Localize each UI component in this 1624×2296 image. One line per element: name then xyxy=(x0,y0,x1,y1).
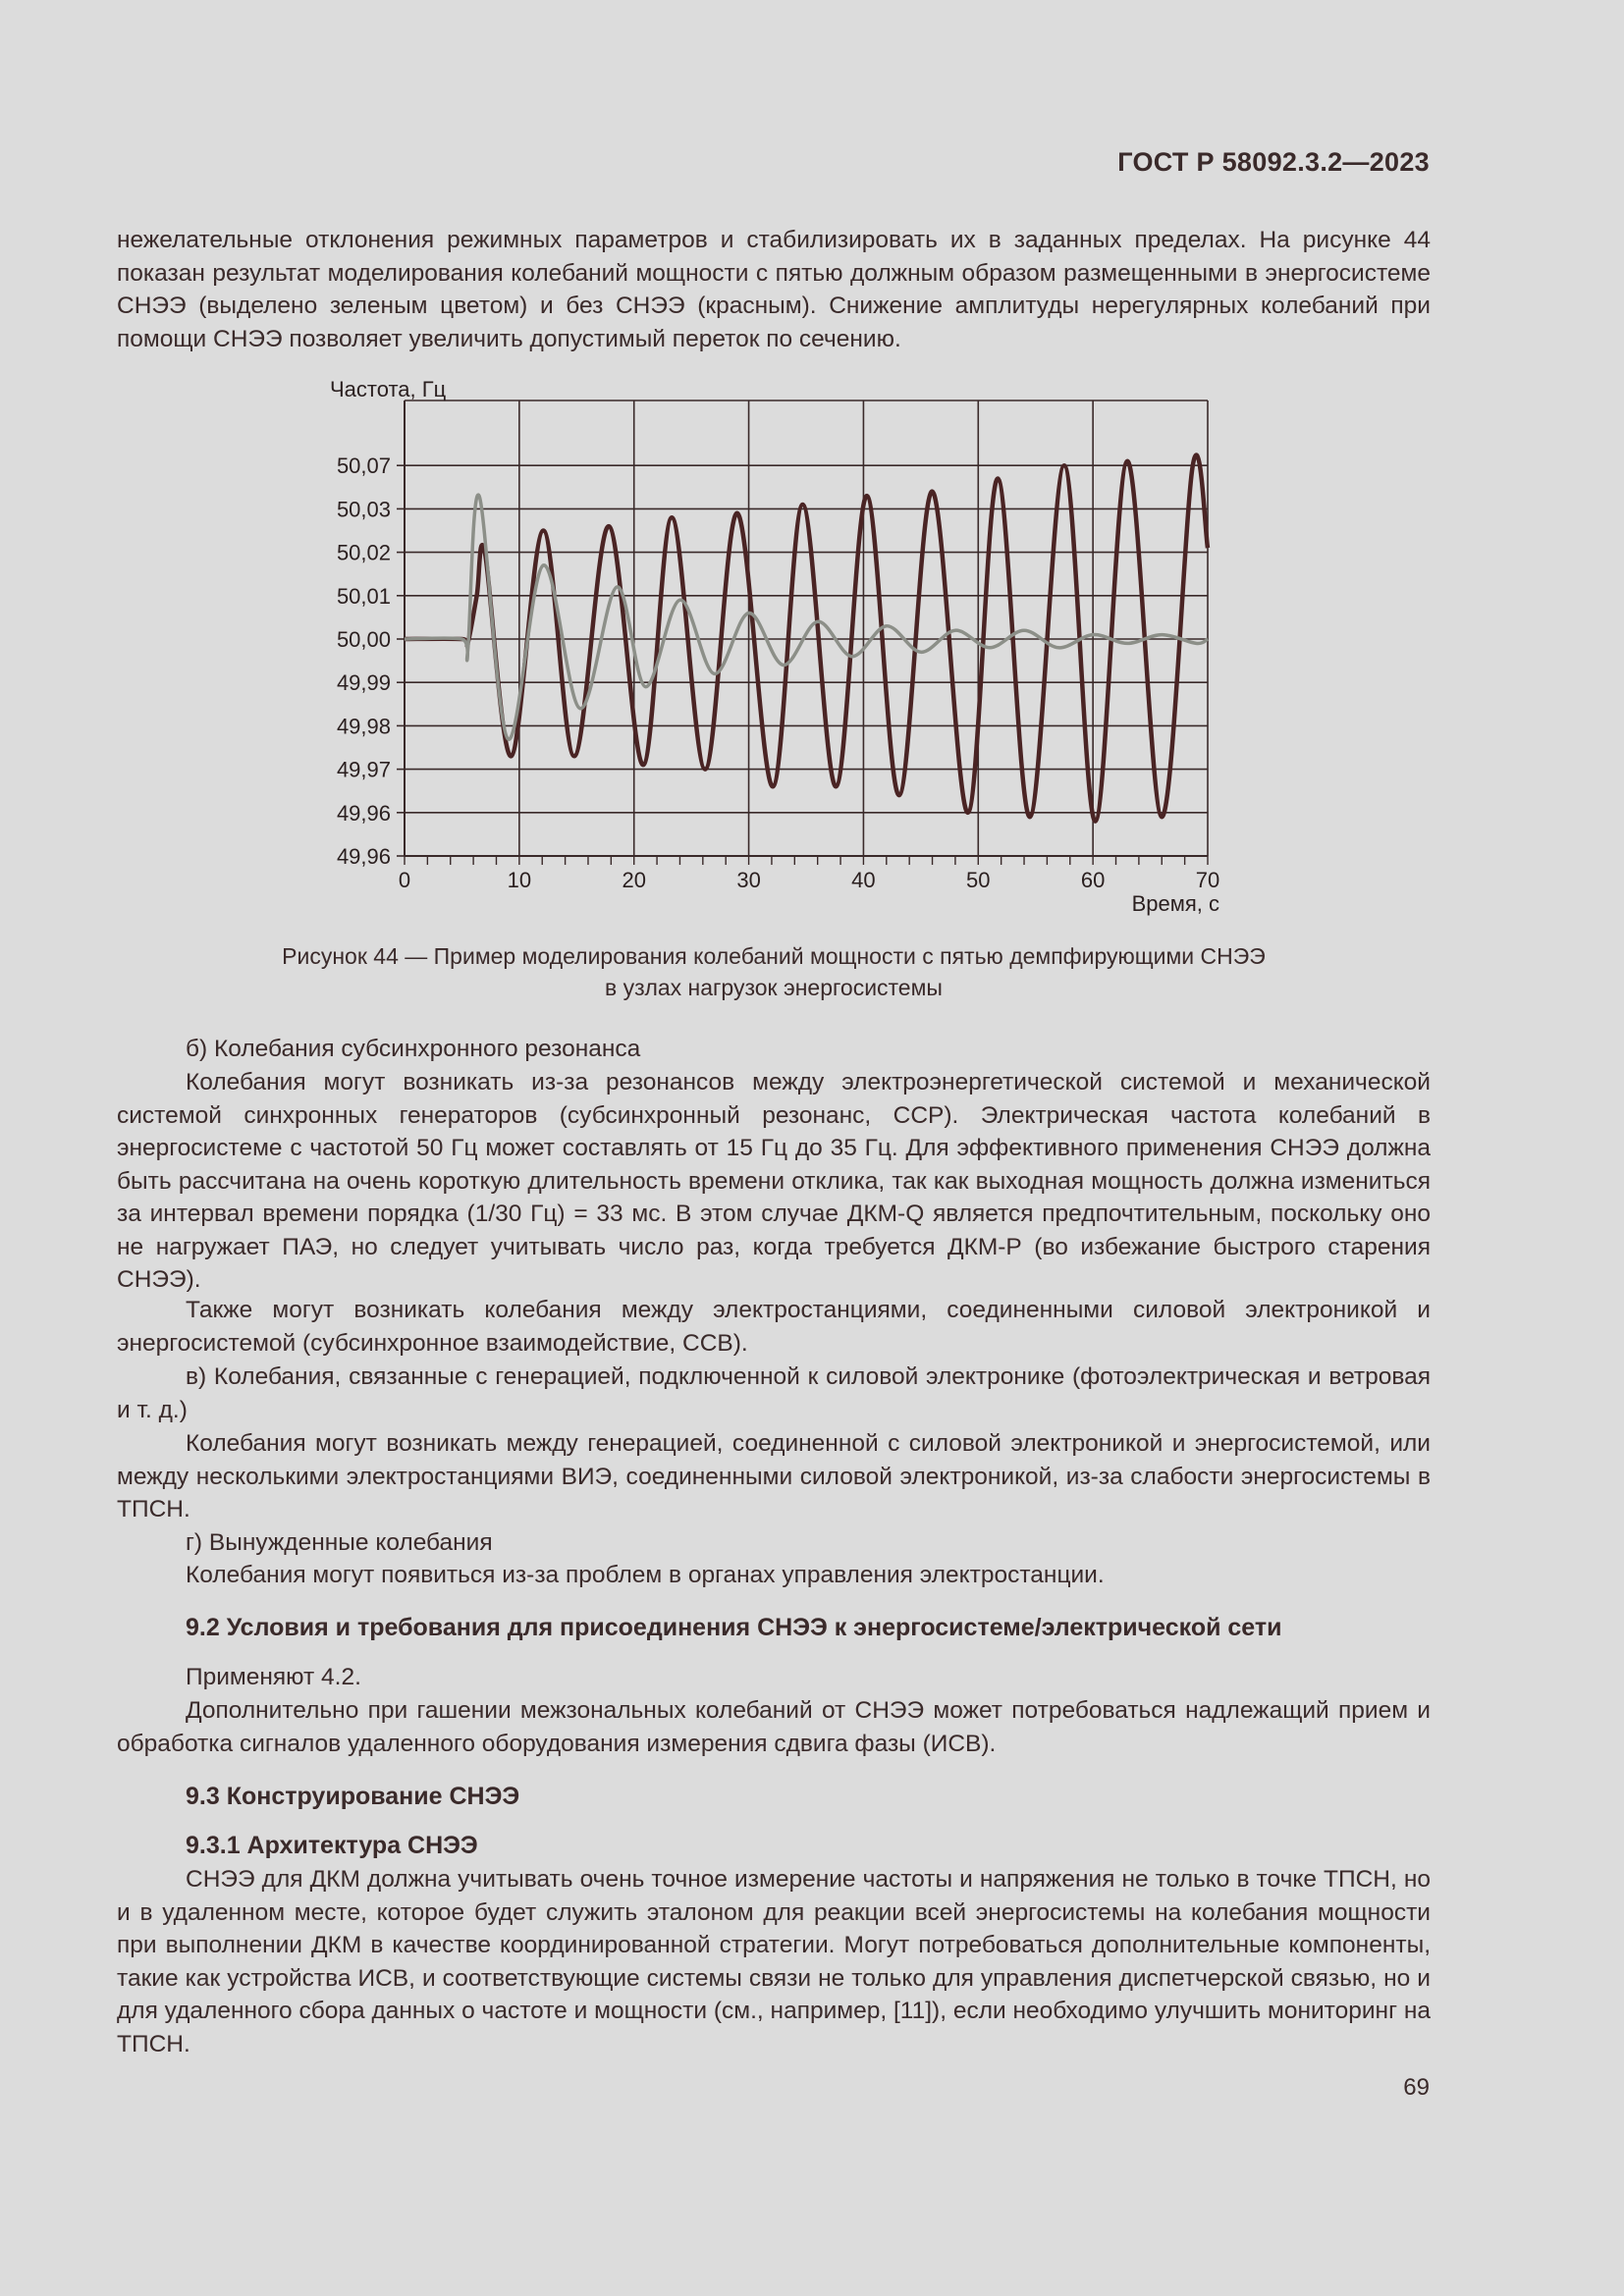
section-v-paragraph: Колебания могут возникать между генерацией, соединенной с силовой электроникой и энергосистемой, или между несколькими электростанциями ВИЭ, соединенными силовой электроникой, из-за слабости энергосистемы в ТПСН. xyxy=(117,1430,1431,1522)
frequency-chart xyxy=(295,373,1237,923)
section-9-2-paragraph-1: Применяют 4.2. xyxy=(186,1664,361,1690)
section-9-2-paragraph-2: Дополнительно при гашении межзональных колебаний от СНЭЭ может потребоваться надлежащий прием и обработка сигналов удаленного оборудования измерения сдвига фазы (ИСВ). xyxy=(117,1697,1431,1757)
chart-series xyxy=(405,455,1208,822)
chart-labels xyxy=(330,377,1219,916)
x-tick-label: 0 xyxy=(398,868,411,892)
page-number: 69 xyxy=(1403,2074,1430,2101)
section-9-3-1-heading: 9.3.1 Архитектура СНЭЭ xyxy=(186,1832,478,1859)
y-tick-label: 50,00 xyxy=(336,627,391,652)
y-tick-label: 50,07 xyxy=(336,454,391,479)
intro-paragraph: нежелательные отклонения режимных параметров и стабилизировать их в заданных пределах. На рисунке 44 показан результат моделирования колебаний мощности с пятью должным образом размещенными в энергосистеме СНЭЭ (выделено зеленым цветом) и без СНЭЭ (красным). Снижение амплитуды нерегулярных колебаний при помощи СНЭЭ позволяет увеличить допустимый переток по сечению. xyxy=(117,227,1431,352)
section-g-title: г) Вынужденные колебания xyxy=(186,1529,493,1556)
section-9-2-heading: 9.2 Условия и требования для присоединения СНЭЭ к энергосистеме/электрической сети xyxy=(186,1614,1282,1641)
x-tick-label: 20 xyxy=(622,868,646,892)
section-v-title: в) Колебания, связанные с генерацией, подключенной к силовой электронике (фотоэлектрическая и ветровая и т. д.) xyxy=(117,1363,1431,1423)
series-line-without-storage xyxy=(405,455,1208,822)
section-g-paragraph: Колебания могут появиться из-за проблем в органах управления электростанции. xyxy=(186,1562,1105,1588)
series-line-with-storage xyxy=(405,495,1208,739)
section-b-title: б) Колебания субсинхронного резонанса xyxy=(186,1036,641,1062)
y-axis-label: Частота, Гц xyxy=(330,377,447,401)
x-tick-label: 30 xyxy=(736,868,761,892)
section-9-3-1-paragraph: СНЭЭ для ДКМ должна учитывать очень точное измерение частоты и напряжения не только в точке ТПСН, но и в удаленном месте, которое будет служить эталоном для реакции всей энергосистемы на колебания мощности при выполнении ДКМ в качестве координированной стратегии. Могут потребоваться дополнительные компоненты, такие как устройства ИСВ, и соответствующие системы связи не только для управления диспетчерской связью, но и для удаленного сбора данных о частоте и мощности (см., например, [11]), если необходимо улучшить мониторинг на ТПСН. xyxy=(117,1866,1431,2057)
section-b-paragraph-2: Также могут возникать колебания между электростанциями, соединенными силовой электроникой и энергосистемой (субсинхронное взаимодействие, ССВ). xyxy=(117,1297,1431,1357)
y-tick-label: 49,99 xyxy=(336,670,391,696)
x-tick-label: 70 xyxy=(1195,868,1220,892)
figure-caption-line1: Рисунок 44 — Пример моделирования колебаний мощности с пятью демпфирующими СНЭЭ xyxy=(282,943,1266,969)
y-tick-label: 50,02 xyxy=(336,540,391,565)
document-code: ГОСТ Р 58092.3.2—2023 xyxy=(1117,147,1430,177)
y-tick-label: 50,03 xyxy=(336,497,391,522)
x-tick-label: 40 xyxy=(851,868,876,892)
x-axis-label: Время, с xyxy=(1131,891,1219,916)
figure-caption-line2: в узлах нагрузок энергосистемы xyxy=(605,975,943,1000)
x-tick-label: 60 xyxy=(1080,868,1106,892)
y-tick-label: 49,98 xyxy=(336,714,391,739)
y-tick-label: 49,97 xyxy=(336,757,391,782)
chart-axes xyxy=(397,400,1208,865)
x-tick-label: 50 xyxy=(966,868,991,892)
section-b-paragraph-1: Колебания могут возникать из-за резонансов между электроэнергетической системой и механической системой синхронных генераторов (субсинхронный резонанс, ССР). Электрическая частота колебаний в энергосистеме с частотой 50 Гц может составлять от 15 Гц до 35 Гц. Для эффективного применения СНЭЭ должна быть рассчитана на очень короткую длительность времени отклика, так как выходная мощность должна измениться за интервал времени порядка (1/30 Гц) = 33 мс. В этом случае ДКМ-Q является предпочтительным, поскольку оно не нагружает ПАЭ, но следует учитывать число раз, когда требуется ДКМ-Р (во избежание быстрого старения СНЭЭ). xyxy=(117,1069,1431,1293)
y-tick-label: 50,01 xyxy=(336,583,391,609)
x-tick-label: 10 xyxy=(507,868,532,892)
section-9-3-heading: 9.3 Конструирование СНЭЭ xyxy=(186,1783,520,1810)
y-tick-label: 49,96 xyxy=(336,844,391,869)
y-tick-label: 49,96 xyxy=(336,800,391,826)
